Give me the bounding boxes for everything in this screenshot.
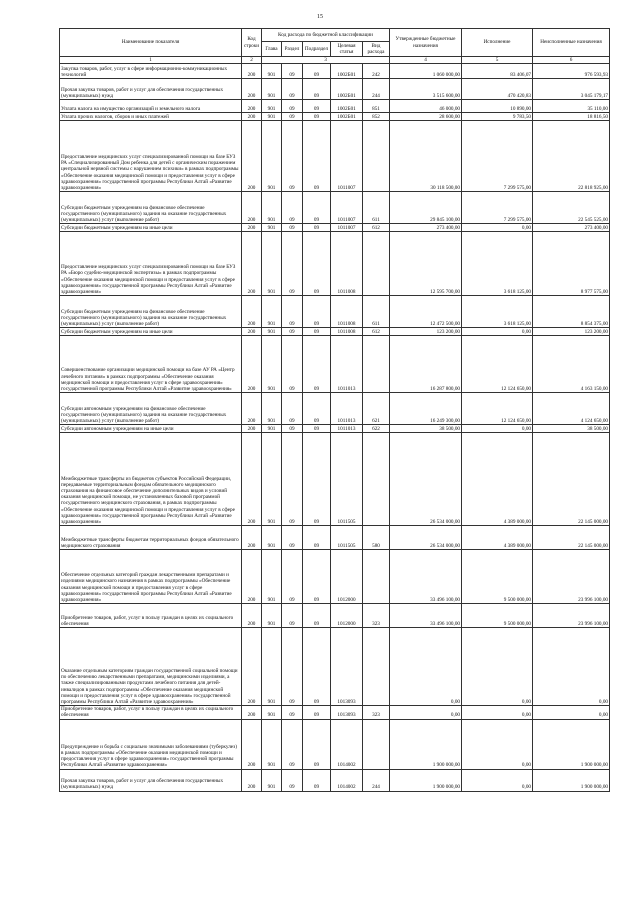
- row-podrazdel: 09: [303, 64, 331, 79]
- row-kind: [363, 121, 390, 192]
- row-name: Обеспечение отдельных категорий граждан лекарственными препаратами и изделиями медицинского назначения в рамках подпрограммы «Обеспечение оказания медицинской помощи и предоставления услуг в сфере здравоохранения» государственной программы Республики Алтай «Развитие здравоохранения»: [60, 550, 242, 604]
- row-razdel: 09: [282, 113, 303, 121]
- table-header-row: [60, 29, 610, 42]
- row-unexecuted: 35 110,00: [533, 100, 610, 113]
- row-executed: 4 389 000,00: [462, 526, 533, 550]
- row-kind: 611: [363, 296, 390, 328]
- row-name: Субсидии бюджетным учреждениям на финансовое обеспечение государственного (муниципального) задания на оказание государственных (муниципальных) услуг (выполнение работ): [60, 192, 242, 224]
- header-unexecuted: Неисполненные назначения: [533, 29, 610, 57]
- row-name: Прочая закупка товаров, работ и услуг для обеспечения государственных (муниципальных) нужд: [60, 79, 242, 100]
- row-kind: 851: [363, 100, 390, 113]
- row-line-code: 200: [242, 192, 262, 224]
- row-target: 1002Б01: [331, 113, 363, 121]
- row-unexecuted: 22 145 000,00: [533, 526, 610, 550]
- row-glava: 901: [262, 100, 282, 113]
- row-podrazdel: 09: [303, 604, 331, 628]
- row-podrazdel: 09: [303, 628, 331, 706]
- row-glava: 901: [262, 526, 282, 550]
- table-body: [60, 64, 610, 791]
- row-kind: 852: [363, 113, 390, 121]
- row-unexecuted: 976 593,93: [533, 64, 610, 79]
- row-unexecuted: 273 400,00: [533, 224, 610, 232]
- row-approved: 16 287 800,00: [390, 336, 462, 393]
- row-executed: 0,00: [462, 224, 533, 232]
- row-executed: 0,00: [462, 628, 533, 706]
- row-podrazdel: 09: [303, 769, 331, 791]
- row-razdel: 09: [282, 232, 303, 296]
- table-row: [60, 433, 610, 526]
- row-line-code: 200: [242, 550, 262, 604]
- row-executed: 0,00: [462, 719, 533, 769]
- row-razdel: 09: [282, 296, 303, 328]
- row-kind: 323: [363, 604, 390, 628]
- row-kind: [363, 628, 390, 706]
- row-name: Субсидии бюджетным учреждениям на финансовое обеспечение государственного (муниципального) задания на оказание государственных (муниципальных) услуг (выполнение работ): [60, 296, 242, 328]
- table-row: [60, 336, 610, 393]
- row-name: Субсидии автономным учреждениям на иные цели: [60, 425, 242, 433]
- row-podrazdel: 09: [303, 113, 331, 121]
- row-glava: 901: [262, 64, 282, 79]
- row-glava: 901: [262, 433, 282, 526]
- row-kind: 612: [363, 224, 390, 232]
- row-podrazdel: 09: [303, 433, 331, 526]
- row-glava: 901: [262, 628, 282, 706]
- row-name: Совершенствование организации медицинской помощи на базе АУ РА «Центр лечебного питания» в рамках подпрограммы «Обеспечение оказания медицинской помощи и предоставления услуг в сфере здравоохранения» государственной программы Республики Алтай «Развитие здравоохранения»: [60, 336, 242, 393]
- table-row: [60, 550, 610, 604]
- row-target: 1013093: [331, 628, 363, 706]
- column-number: 6: [533, 57, 610, 64]
- row-kind: [363, 433, 390, 526]
- header-kind: Вид расхода: [363, 42, 390, 57]
- row-target: 1011013: [331, 336, 363, 393]
- row-executed: 0,00: [462, 769, 533, 791]
- row-unexecuted: 1 900 000,00: [533, 719, 610, 769]
- row-line-code: 200: [242, 433, 262, 526]
- row-line-code: 200: [242, 628, 262, 706]
- header-podrazdel: Подраздел: [303, 42, 331, 57]
- row-glava: 901: [262, 113, 282, 121]
- row-target: 1011013: [331, 393, 363, 425]
- header-razdel: Раздел: [282, 42, 303, 57]
- header-glava: Глава: [262, 42, 282, 57]
- row-podrazdel: 09: [303, 328, 331, 336]
- row-unexecuted: 0,00: [533, 706, 610, 719]
- row-kind: 244: [363, 79, 390, 100]
- row-podrazdel: 09: [303, 100, 331, 113]
- row-executed: 12 124 650,00: [462, 336, 533, 393]
- row-target: 1011013: [331, 425, 363, 433]
- row-line-code: 200: [242, 113, 262, 121]
- row-unexecuted: 123 200,00: [533, 328, 610, 336]
- row-razdel: 09: [282, 192, 303, 224]
- table-row: [60, 79, 610, 100]
- row-glava: 901: [262, 232, 282, 296]
- row-approved: 0,00: [390, 706, 462, 719]
- row-executed: 0,00: [462, 425, 533, 433]
- row-razdel: 09: [282, 336, 303, 393]
- table-row: [60, 328, 610, 336]
- row-line-code: 200: [242, 706, 262, 719]
- table-row: [60, 121, 610, 192]
- row-approved: 46 000,00: [390, 100, 462, 113]
- column-number: 5: [462, 57, 533, 64]
- row-target: 1002Б01: [331, 100, 363, 113]
- table-row: [60, 100, 610, 113]
- row-podrazdel: 09: [303, 393, 331, 425]
- row-kind: 622: [363, 425, 390, 433]
- row-podrazdel: 09: [303, 336, 331, 393]
- row-executed: 9 500 000,00: [462, 550, 533, 604]
- row-unexecuted: 3 045 179,17: [533, 79, 610, 100]
- row-podrazdel: 09: [303, 550, 331, 604]
- row-approved: 33 496 100,00: [390, 550, 462, 604]
- row-executed: 10 890,00: [462, 100, 533, 113]
- table-row: [60, 526, 610, 550]
- row-approved: 16 249 300,00: [390, 393, 462, 425]
- budget-execution-table: [59, 28, 610, 792]
- row-podrazdel: 09: [303, 121, 331, 192]
- row-approved: 12 472 500,00: [390, 296, 462, 328]
- row-unexecuted: 22 545 525,00: [533, 192, 610, 224]
- row-podrazdel: 09: [303, 296, 331, 328]
- row-target: 1002Б01: [331, 64, 363, 79]
- row-glava: 901: [262, 296, 282, 328]
- row-kind: [363, 719, 390, 769]
- row-approved: 273 400,00: [390, 224, 462, 232]
- row-kind: 242: [363, 64, 390, 79]
- row-kind: 612: [363, 328, 390, 336]
- row-line-code: 200: [242, 296, 262, 328]
- row-podrazdel: 09: [303, 192, 331, 224]
- row-name: Межбюджетные трансферты из бюджетов субъектов Российской Федерации, передаваемые территориальным фондам обязательного медицинского страхования на финансовое обеспечение дополнительных видов и условий оказания медицинской помощи, не установленных базовой программой государственного медицинского страхования, в рамках подпрограммы «Обеспечение оказания медицинской помощи и предоставления услуг в сфере здравоохранения» государственной программы Республики Алтай «Развитие здравоохранения»: [60, 433, 242, 526]
- row-name: Уплата прочих налогов, сборов и иных платежей: [60, 113, 242, 121]
- row-executed: 7 299 575,00: [462, 121, 533, 192]
- row-kind: 580: [363, 526, 390, 550]
- row-line-code: 200: [242, 425, 262, 433]
- row-target: 1013093: [331, 706, 363, 719]
- table-row: [60, 296, 610, 328]
- row-name: Субсидии бюджетным учреждениям на иные цели: [60, 224, 242, 232]
- column-number: 2: [242, 57, 262, 64]
- row-razdel: 09: [282, 121, 303, 192]
- row-podrazdel: 09: [303, 224, 331, 232]
- row-executed: 0,00: [462, 328, 533, 336]
- row-name: Уплата налога на имущество организаций и земельного налога: [60, 100, 242, 113]
- row-podrazdel: 09: [303, 79, 331, 100]
- row-executed: 9 783,50: [462, 113, 533, 121]
- row-name: Оказание отдельным категориям граждан государственной социальной помощи по обеспечению лекарственными препаратами, медицинскими изделиями, а также специализированными продуктами лечебного питания для детей-инвалидов в рамках подпрограммы «Обеспечение оказания медицинской помощи и предоставления услуг в сфере здравоохранения» государственной программы Республики Алтай «Развитие здравоохранения»: [60, 628, 242, 706]
- row-line-code: 200: [242, 604, 262, 628]
- row-razdel: 09: [282, 550, 303, 604]
- row-glava: 901: [262, 769, 282, 791]
- row-executed: 0,00: [462, 706, 533, 719]
- row-line-code: 200: [242, 64, 262, 79]
- row-unexecuted: 23 996 100,00: [533, 604, 610, 628]
- row-glava: 901: [262, 192, 282, 224]
- header-classification: Код расхода по бюджетной классификации: [262, 29, 390, 42]
- row-razdel: 09: [282, 628, 303, 706]
- row-line-code: 200: [242, 100, 262, 113]
- row-podrazdel: 09: [303, 706, 331, 719]
- row-approved: 30 118 500,00: [390, 121, 462, 192]
- row-unexecuted: 22 145 000,00: [533, 433, 610, 526]
- row-name: Приобретение товаров, работ, услуг в пользу граждан в целях их социального обеспечения: [60, 604, 242, 628]
- row-unexecuted: 4 163 150,00: [533, 336, 610, 393]
- row-unexecuted: 4 124 650,00: [533, 393, 610, 425]
- row-podrazdel: 09: [303, 232, 331, 296]
- header-approved: Утвержденные бюджетные назначения: [390, 29, 462, 57]
- row-podrazdel: 09: [303, 526, 331, 550]
- row-approved: 3 515 600,00: [390, 79, 462, 100]
- row-kind: [363, 336, 390, 393]
- column-number-row: [60, 57, 610, 64]
- row-line-code: 200: [242, 526, 262, 550]
- row-glava: 901: [262, 604, 282, 628]
- table-row: [60, 425, 610, 433]
- row-target: 1014002: [331, 769, 363, 791]
- row-line-code: 200: [242, 769, 262, 791]
- row-approved: 29 845 100,00: [390, 192, 462, 224]
- row-glava: 901: [262, 336, 282, 393]
- row-target: 1012000: [331, 550, 363, 604]
- row-approved: 38 500,00: [390, 425, 462, 433]
- row-razdel: 09: [282, 328, 303, 336]
- row-target: 1002Б01: [331, 79, 363, 100]
- row-line-code: 200: [242, 393, 262, 425]
- table-row: [60, 604, 610, 628]
- row-name: Закупка товаров, работ, услуг в сфере информационно-коммуникационных технологий: [60, 64, 242, 79]
- row-approved: 26 534 000,00: [390, 433, 462, 526]
- row-glava: 901: [262, 425, 282, 433]
- row-target: 1011007: [331, 192, 363, 224]
- row-razdel: 09: [282, 100, 303, 113]
- row-name: Межбюджетные трансферты бюджетам территориальных фондов обязательного медицинского страхования: [60, 526, 242, 550]
- row-target: 1011007: [331, 224, 363, 232]
- row-razdel: 09: [282, 393, 303, 425]
- row-razdel: 09: [282, 433, 303, 526]
- row-target: 1011008: [331, 328, 363, 336]
- page-number: 15: [317, 14, 323, 20]
- row-line-code: 200: [242, 79, 262, 100]
- row-target: 1014002: [331, 719, 363, 769]
- row-glava: 901: [262, 719, 282, 769]
- table-row: [60, 706, 610, 719]
- row-executed: 3 618 125,00: [462, 296, 533, 328]
- row-executed: 470 420,83: [462, 79, 533, 100]
- row-approved: 1 060 000,00: [390, 64, 462, 79]
- row-executed: 12 124 650,00: [462, 393, 533, 425]
- table-row: [60, 64, 610, 79]
- row-target: 1011505: [331, 433, 363, 526]
- row-target: 1012000: [331, 604, 363, 628]
- header-target: Целевая статья: [331, 42, 363, 57]
- row-unexecuted: 8 977 575,00: [533, 232, 610, 296]
- row-name: Субсидии автономным учреждениям на финансовое обеспечение государственного (муниципального) задания на оказание государственных (муниципальных) услуг (выполнение работ): [60, 393, 242, 425]
- row-unexecuted: 38 500,00: [533, 425, 610, 433]
- table-row: [60, 232, 610, 296]
- table-row: [60, 113, 610, 121]
- row-razdel: 09: [282, 769, 303, 791]
- row-razdel: 09: [282, 526, 303, 550]
- row-target: 1011008: [331, 232, 363, 296]
- row-executed: 9 500 000,00: [462, 604, 533, 628]
- header-line-code: Код строки: [242, 29, 262, 57]
- row-unexecuted: 18 816,50: [533, 113, 610, 121]
- row-line-code: 200: [242, 224, 262, 232]
- row-executed: 83 406,07: [462, 64, 533, 79]
- row-approved: 28 600,00: [390, 113, 462, 121]
- row-unexecuted: 23 996 100,00: [533, 550, 610, 604]
- row-kind: [363, 232, 390, 296]
- row-glava: 901: [262, 328, 282, 336]
- row-glava: 901: [262, 79, 282, 100]
- column-number: 3: [262, 57, 390, 64]
- table-row: [60, 628, 610, 706]
- row-line-code: 200: [242, 121, 262, 192]
- row-approved: 12 595 700,00: [390, 232, 462, 296]
- row-podrazdel: 09: [303, 719, 331, 769]
- row-target: 1011505: [331, 526, 363, 550]
- row-name: Приобретение товаров, работ, услуг в пользу граждан в целях их социального обеспечения: [60, 706, 242, 719]
- column-number: 1: [60, 57, 242, 64]
- row-approved: 0,00: [390, 628, 462, 706]
- row-target: 1011008: [331, 296, 363, 328]
- row-name: Предоставление медицинских услуг специализированной помощи на базе БУЗ РА «Специализированный Дом ребенка для детей с органическим поражением центральной нервной системы с нарушением психики» в рамках подпрограммы «Обеспечение оказания медицинской помощи и предоставления услуг в сфере здравоохранения» государственной программы Республики Алтай «Развитие здравоохранения»: [60, 121, 242, 192]
- row-approved: 26 534 000,00: [390, 526, 462, 550]
- row-line-code: 200: [242, 719, 262, 769]
- row-approved: 33 496 100,00: [390, 604, 462, 628]
- row-kind: [363, 550, 390, 604]
- row-glava: 901: [262, 706, 282, 719]
- row-razdel: 09: [282, 706, 303, 719]
- row-razdel: 09: [282, 64, 303, 79]
- row-razdel: 09: [282, 79, 303, 100]
- row-glava: 901: [262, 224, 282, 232]
- row-razdel: 09: [282, 425, 303, 433]
- row-approved: 1 900 000,00: [390, 769, 462, 791]
- row-approved: 1 900 000,00: [390, 719, 462, 769]
- row-unexecuted: 1 900 000,00: [533, 769, 610, 791]
- row-unexecuted: 0,00: [533, 628, 610, 706]
- column-number: 4: [390, 57, 462, 64]
- row-name: Прочая закупка товаров, работ и услуг для обеспечения государственных (муниципальных) нужд: [60, 769, 242, 791]
- row-razdel: 09: [282, 604, 303, 628]
- row-podrazdel: 09: [303, 425, 331, 433]
- header-executed: Исполнение: [462, 29, 533, 57]
- row-razdel: 09: [282, 224, 303, 232]
- row-line-code: 200: [242, 336, 262, 393]
- table-row: [60, 224, 610, 232]
- table-row: [60, 192, 610, 224]
- table-row: [60, 769, 610, 791]
- row-kind: 611: [363, 192, 390, 224]
- row-line-code: 200: [242, 232, 262, 296]
- row-target: 1011007: [331, 121, 363, 192]
- row-name: Предоставление медицинских услуг специализированной помощи на базе БУЗ РА «Бюро судебно-медицинской экспертизы» в рамках подпрограммы «Обеспечение оказания медицинской помощи и предоставления услуг в сфере здравоохранения» государственной программы Республики Алтай «Развитие здравоохранения»: [60, 232, 242, 296]
- row-glava: 901: [262, 550, 282, 604]
- row-executed: 3 618 125,00: [462, 232, 533, 296]
- row-executed: 4 389 000,00: [462, 433, 533, 526]
- row-kind: 621: [363, 393, 390, 425]
- row-name: Субсидии бюджетным учреждениям на иные цели: [60, 328, 242, 336]
- table-row: [60, 393, 610, 425]
- row-kind: 244: [363, 769, 390, 791]
- row-unexecuted: 8 854 375,00: [533, 296, 610, 328]
- row-approved: 123 200,00: [390, 328, 462, 336]
- row-glava: 901: [262, 121, 282, 192]
- row-executed: 7 299 575,00: [462, 192, 533, 224]
- header-name: Наименование показателя: [60, 29, 242, 57]
- row-kind: 323: [363, 706, 390, 719]
- table-row: [60, 719, 610, 769]
- row-name: Предупреждение и борьба с социально значимыми заболеваниями (туберкулез) в рамках подпрограммы «Обеспечение оказания медицинской помощи и предоставления услуг в сфере здравоохранения» государственной программы Республики Алтай «Развитие здравоохранения»: [60, 719, 242, 769]
- row-line-code: 200: [242, 328, 262, 336]
- row-razdel: 09: [282, 719, 303, 769]
- row-glava: 901: [262, 393, 282, 425]
- row-unexecuted: 22 818 925,00: [533, 121, 610, 192]
